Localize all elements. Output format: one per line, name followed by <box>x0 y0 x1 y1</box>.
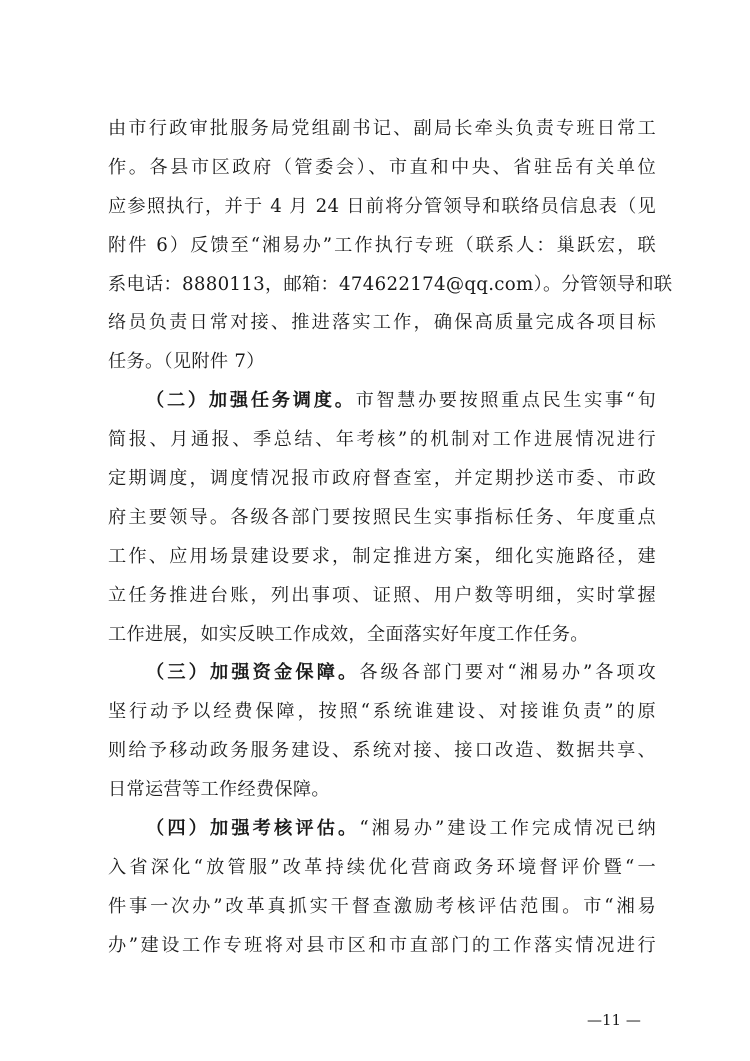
text-line: 附件 6）反馈至“湘易办”工作执行专班（联系人：巢跃宏，联 <box>108 234 656 256</box>
text-line: 办”建设工作专班将对县市区和市直部门的工作落实情况进行 <box>108 934 656 956</box>
section-heading: （四）加强考核评估。 <box>146 818 360 840</box>
section-heading: （二）加强任务调度。 <box>146 390 356 412</box>
text-line: 立任务推进台账，列出事项、证照、用户数等明细，实时掌握 <box>108 584 656 606</box>
text-line: 作。各县市区政府（管委会）、市直和中央、省驻岳有关单位 <box>108 156 656 178</box>
text-line: 系电话：8880113，邮箱：474622174@qq.com）。分管领导和联 <box>108 273 673 295</box>
text-line: 工作进展，如实反映工作成效，全面落实好年度工作任务。 <box>108 623 589 645</box>
section-text: “湘易办”建设工作完成情况已纳 <box>359 818 656 840</box>
text-line: 日常运营等工作经费保障。 <box>108 779 330 801</box>
section-first-line <box>108 382 656 421</box>
text-line: 府主要领导。各级各部门要按照民生实事指标任务、年度重点 <box>108 506 656 528</box>
text-line: 坚行动予以经费保障，按照“系统谁建设、对接谁负责”的原 <box>108 701 656 723</box>
section-first-line <box>108 654 656 693</box>
text-line: 工作、应用场景建设要求，制定推进方案，细化实施路径，建 <box>108 545 656 567</box>
page-number: —11 — <box>587 1011 641 1029</box>
text-line: 任务。（见附件 7） <box>108 351 265 373</box>
text-line: 件事一次办”改革真抓实干督查激励考核评估范围。市“湘易 <box>108 895 656 917</box>
section-heading: （三）加强资金保障。 <box>146 662 360 684</box>
section-text: 市智慧办要按照重点民生实事“旬 <box>355 390 656 412</box>
section-first-line <box>108 810 656 849</box>
document-body <box>108 110 673 966</box>
text-line: 络员负责日常对接、推进落实工作，确保高质量完成各项目标 <box>108 312 656 334</box>
text-line: 由市行政审批服务局党组副书记、副局长牵头负责专班日常工 <box>108 118 656 139</box>
text-line: 简报、月通报、季总结、年考核”的机制对工作进展情况进行 <box>108 429 656 451</box>
text-line: 则给予移动政务服务建设、系统对接、接口改造、数据共享、 <box>108 740 656 762</box>
text-line: 应参照执行，并于 4 月 24 日前将分管领导和联络员信息表（见 <box>108 195 656 217</box>
section-text: 各级各部门要对“湘易办”各项攻 <box>359 662 656 684</box>
text-line: 定期调度，调度情况报市政府督查室，并定期抄送市委、市政 <box>108 468 656 490</box>
text-line: 入省深化“放管服”改革持续优化营商政务环境督评价暨“一 <box>108 856 656 878</box>
